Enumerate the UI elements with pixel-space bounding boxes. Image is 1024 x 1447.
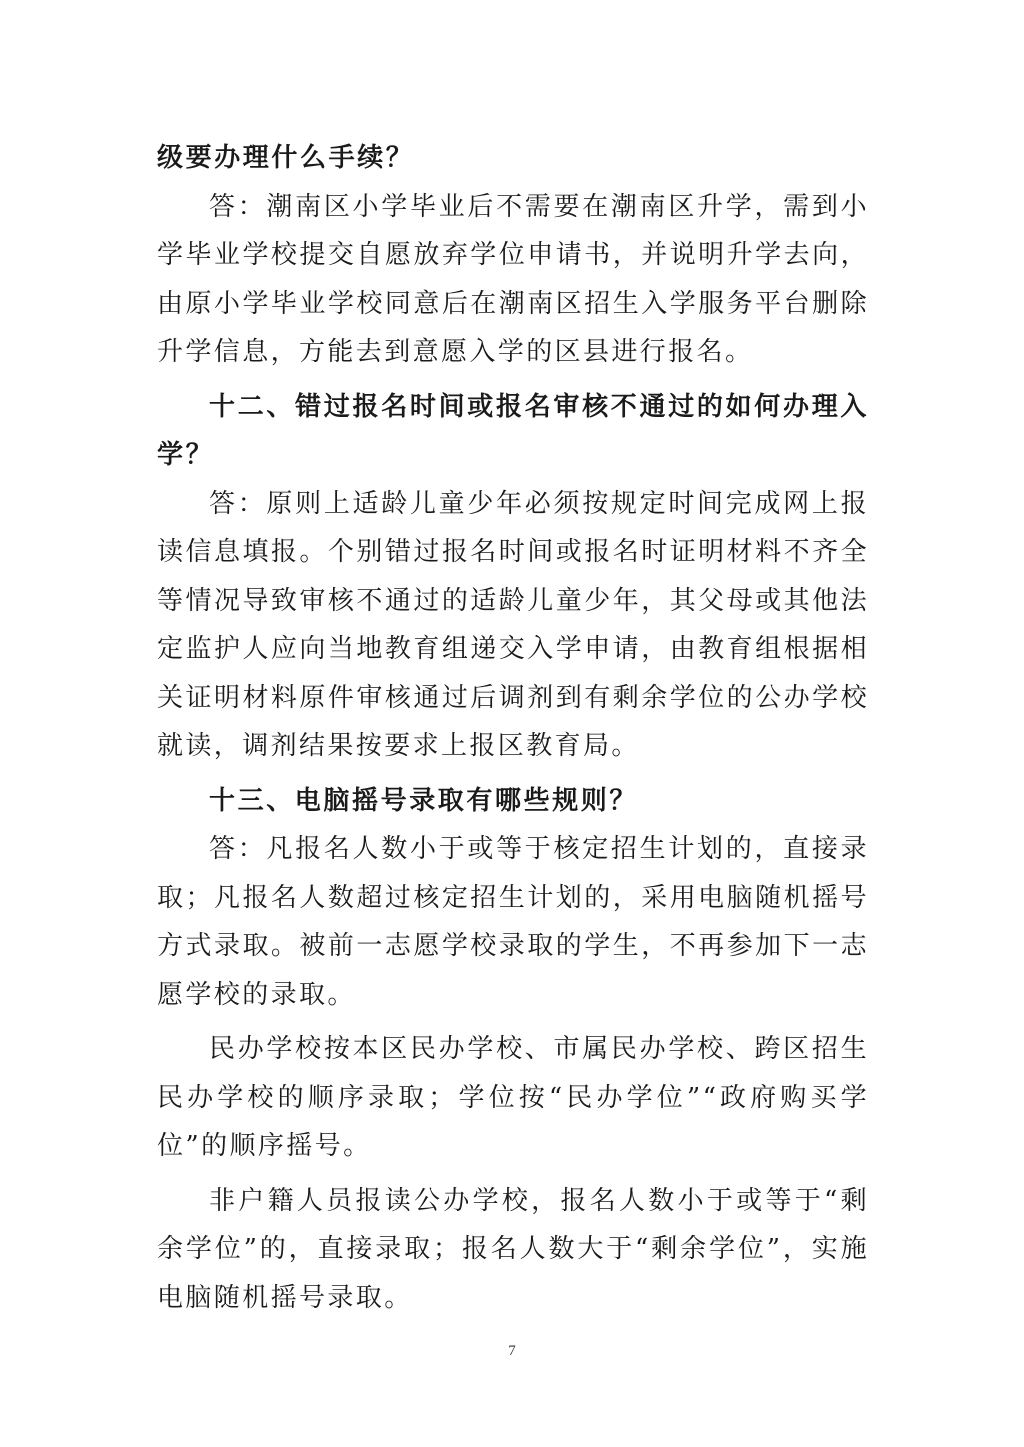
page-number: 7 [508,1343,516,1359]
answer-paragraph-12: 答：原则上适龄儿童少年必须按规定时间完成网上报读信息填报。个别错过报名时间或报名时证明材料不齐全等情况导致审核不通过的适龄儿童少年，其父母或其他法定监护人应向当地教育组递交入学申请，由教育组根据相关证明材料原件审核通过后调剂到有剩余学位的公办学校就读，调剂结果按要求上报区教育局。 [157,488,869,761]
document-body [157,134,869,1322]
answer-paragraph-13: 答：凡报名人数小于或等于核定招生计划的，直接录取；凡报名人数超过核定招生计划的，采用电脑随机摇号方式录取。被前一志愿学校录取的学生，不再参加下一志愿学校的录取。 [157,834,869,1010]
body-paragraph-private-schools: 民办学校按本区民办学校、市属民办学校、跨区招生民办学校的顺序录取；学位按“民办学位”“政府购买学位”的顺序摇号。 [157,1034,869,1161]
body-paragraph-non-resident: 非户籍人员报读公办学校，报名人数小于或等于“剩余学位”的，直接录取；报名人数大于“剩余学位”，实施电脑随机摇号录取。 [157,1185,869,1313]
heading-section-13: 十三、电脑摇号录取有哪些规则？ [209,785,639,816]
answer-paragraph-11: 答：潮南区小学毕业后不需要在潮南区升学，需到小学毕业学校提交自愿放弃学位申请书，并说明升学去向，由原小学毕业学校同意后在潮南区招生入学服务平台删除升学信息，方能去到意愿入学的区县进行报名。 [157,191,869,367]
heading-section-12: 十二、错过报名时间或报名审核不通过的如何办理入学？ [157,391,869,470]
heading-continuation: 级要办理什么手续？ [157,143,415,173]
